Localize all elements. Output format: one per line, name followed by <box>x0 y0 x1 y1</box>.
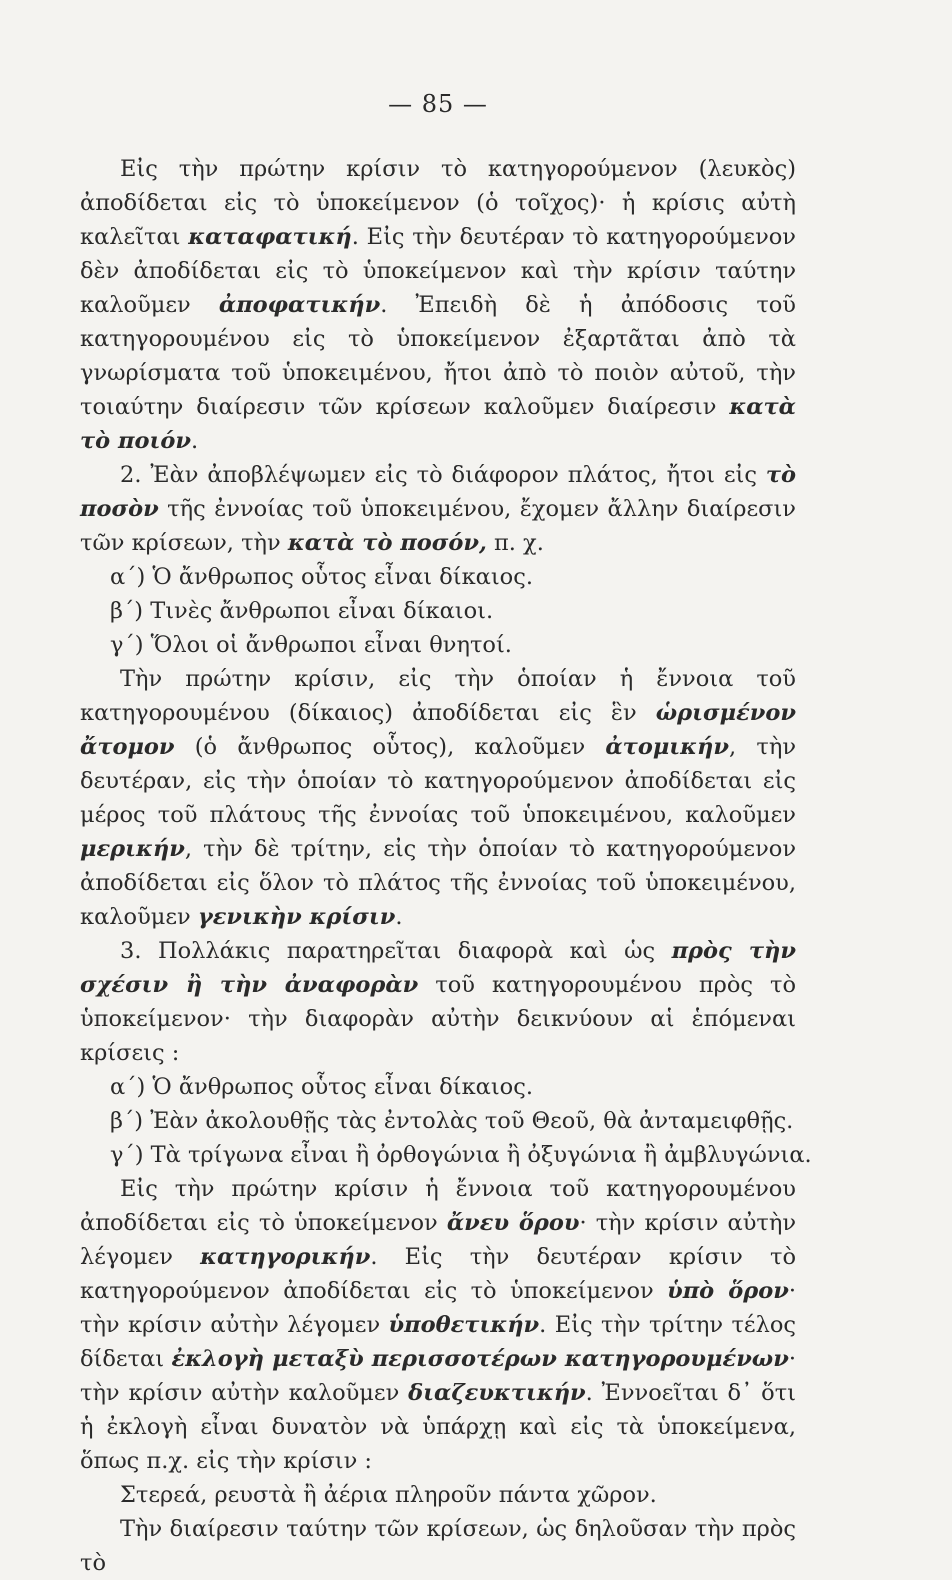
term-definite-individual: ὡρισμένον ἄτομον <box>80 700 796 760</box>
example-list-2 <box>80 1070 812 1172</box>
term-disjunctive: διαζευκτικήν <box>408 1380 586 1406</box>
term-choice: ἐκλογὴ μεταξὺ περισσοτέρων κατηγορουμένων <box>171 1346 789 1372</box>
term-individual: ἀτομικήν <box>605 734 730 760</box>
term-particular: μερικήν <box>80 836 185 862</box>
term-affirmative: καταφατική <box>188 224 352 250</box>
example-list-1 <box>80 560 796 662</box>
example-item: β΄) Ἐὰν ἀκολουθῇς τὰς ἐντολὰς τοῦ Θεοῦ, θὰ ἀνταμειφθῇς. <box>110 1108 794 1134</box>
example-item: α΄) Ὁ ἄνθρωπος οὗτος εἶναι δίκαιος. <box>110 1074 533 1100</box>
example-item: α΄) Ὁ ἄνθρωπος οὗτος εἶναι δίκαιος. <box>110 564 533 590</box>
page-content <box>80 90 812 1580</box>
paragraph-continuation: Τὴν διαίρεσιν ταύτην τῶν κρίσεων, ὡς δηλοῦσαν τὴν πρὸς τὸ <box>80 1516 796 1576</box>
paragraph-quantitative-division: 2. Ἐὰν ἀποβλέψωμεν εἰς τὸ διάφορον πλάτος, ἤτοι εἰς τὸ ποσὸν τῆς ἐννοίας τοῦ ὑποκειμένου, ἔχομεν ἄλλην διαίρεσιν τῶν κρίσεων, τὴν κατὰ τὸ ποσόν, π. χ. <box>80 462 796 556</box>
example-item: β΄) Τινὲς ἄνθρωποι εἶναι δίκαιοι. <box>110 598 494 624</box>
paragraph-relation-division: 3. Πολλάκις παρατηρεῖται διαφορὰ καὶ ὡς πρὸς τὴν σχέσιν ἢ τὴν ἀναφορὰν τοῦ κατηγορουμένου πρὸς τὸ ὑποκείμενον· τὴν διαφορὰν αὐτὴν δεικνύουν αἱ ἑπόμεναι κρίσεις : <box>80 938 796 1066</box>
term-by-quantity: κατὰ τὸ ποσόν, <box>287 530 487 556</box>
term-hypothetical: ὑποθετικήν <box>388 1312 540 1338</box>
term-conditional: ὑπὸ ὅρον <box>667 1278 789 1304</box>
page-number: — 85 — <box>388 90 488 118</box>
term-unconditional: ἄνευ ὅρου <box>446 1210 580 1236</box>
term-quantity: τὸ ποσὸν <box>80 462 796 522</box>
example-item: γ΄) Τὰ τρίγωνα εἶναι ἢ ὀρθογώνια ἢ ὀξυγώνια ἢ ἀμβλυγώνια. <box>110 1142 812 1168</box>
term-relation: πρὸς τὴν σχέσιν ἢ τὴν ἀναφορὰν <box>80 938 796 998</box>
term-categorical: κατηγορικήν <box>200 1244 371 1270</box>
example-item: γ΄) Ὅλοι οἱ ἄνθρωποι εἶναι θνητοί. <box>110 632 512 658</box>
paragraph-qualitative-division: Εἰς τὴν πρώτην κρίσιν τὸ κατηγορούμενον (λευκὸς) ἀποδίδεται εἰς τὸ ὑποκείμενον (ὁ τοῖχος)· ἡ κρίσις αὐτὴ καλεῖται καταφατική. Εἰς τὴν δευτέραν τὸ κατηγορούμενον δὲν ἀποδίδεται εἰς τὸ ὑποκείμενον καὶ τὴν κρίσιν ταύτην καλοῦμεν ἀποφατικήν. Ἐπειδὴ δὲ ἡ ἀπόδοσις τοῦ κατηγορουμένου εἰς τὸ ὑποκείμενον ἐξαρτᾶται ἀπὸ τὰ γνωρίσματα τοῦ ὑποκειμένου, ἤτοι ἀπὸ τὸ ποιὸν αὐτοῦ, τὴν τοιαύτην διαίρεσιν τῶν κρίσεων καλοῦμεν διαίρεσιν κατὰ τὸ ποιόν. <box>80 156 796 454</box>
term-general-judgment: γενικὴν κρίσιν <box>197 904 396 930</box>
term-negative: ἀποφατικήν <box>218 292 381 318</box>
term-by-quality: κατὰ τὸ ποιόν <box>80 394 796 454</box>
paragraph-individual-particular-general: Τὴν πρώτην κρίσιν, εἰς τὴν ὁποίαν ἡ ἔννοια τοῦ κατηγορουμένου (δίκαιος) ἀποδίδεται εἰς ἓν ὡρισμένον ἄτομον (ὁ ἄνθρωπος οὗτος), καλοῦμεν ἀτομικήν, τὴν δευτέραν, εἰς τὴν ὁποίαν τὸ κατηγορούμενον ἀποδίδεται εἰς μέρος τοῦ πλάτους τῆς ἐννοίας τοῦ ὑποκειμένου, καλοῦμεν μερικήν, τὴν δὲ τρίτην, εἰς τὴν ὁποίαν τὸ κατηγορούμενον ἀποδίδεται εἰς ὅλον τὸ πλάτος τῆς ἐννοίας τοῦ ὑποκειμένου, καλοῦμεν γενικὴν κρίσιν. <box>80 666 796 930</box>
example-disjunctive: Στερεά, ρευστὰ ἢ ἀέρια πληροῦν πάντα χῶρον. <box>120 1482 657 1508</box>
paragraph-categorical-hypothetical-disjunctive: Εἰς τὴν πρώτην κρίσιν ἡ ἔννοια τοῦ κατηγορουμένου ἀποδίδεται εἰς τὸ ὑποκείμενον ἄνευ ὅρου· τὴν κρίσιν αὐτὴν λέγομεν κατηγορικήν. Εἰς τὴν δευτέραν κρίσιν τὸ κατηγορούμενον ἀποδίδεται εἰς τὸ ὑποκείμενον ὑπὸ ὅρον· τὴν κρίσιν αὐτὴν λέγομεν ὑποθετικήν. Εἰς τὴν τρίτην τέλος δίδεται ἐκλογὴ μεταξὺ περισσοτέρων κατηγορουμένων· τὴν κρίσιν αὐτὴν καλοῦμεν διαζευκτικήν. Ἐννοεῖται δ᾽ ὅτι ἡ ἐκλογὴ εἶναι δυνατὸν νὰ ὑπάρχῃ καὶ εἰς τὰ ὑποκείμενα, ὅπως π.χ. εἰς τὴν κρίσιν : <box>80 1176 797 1474</box>
